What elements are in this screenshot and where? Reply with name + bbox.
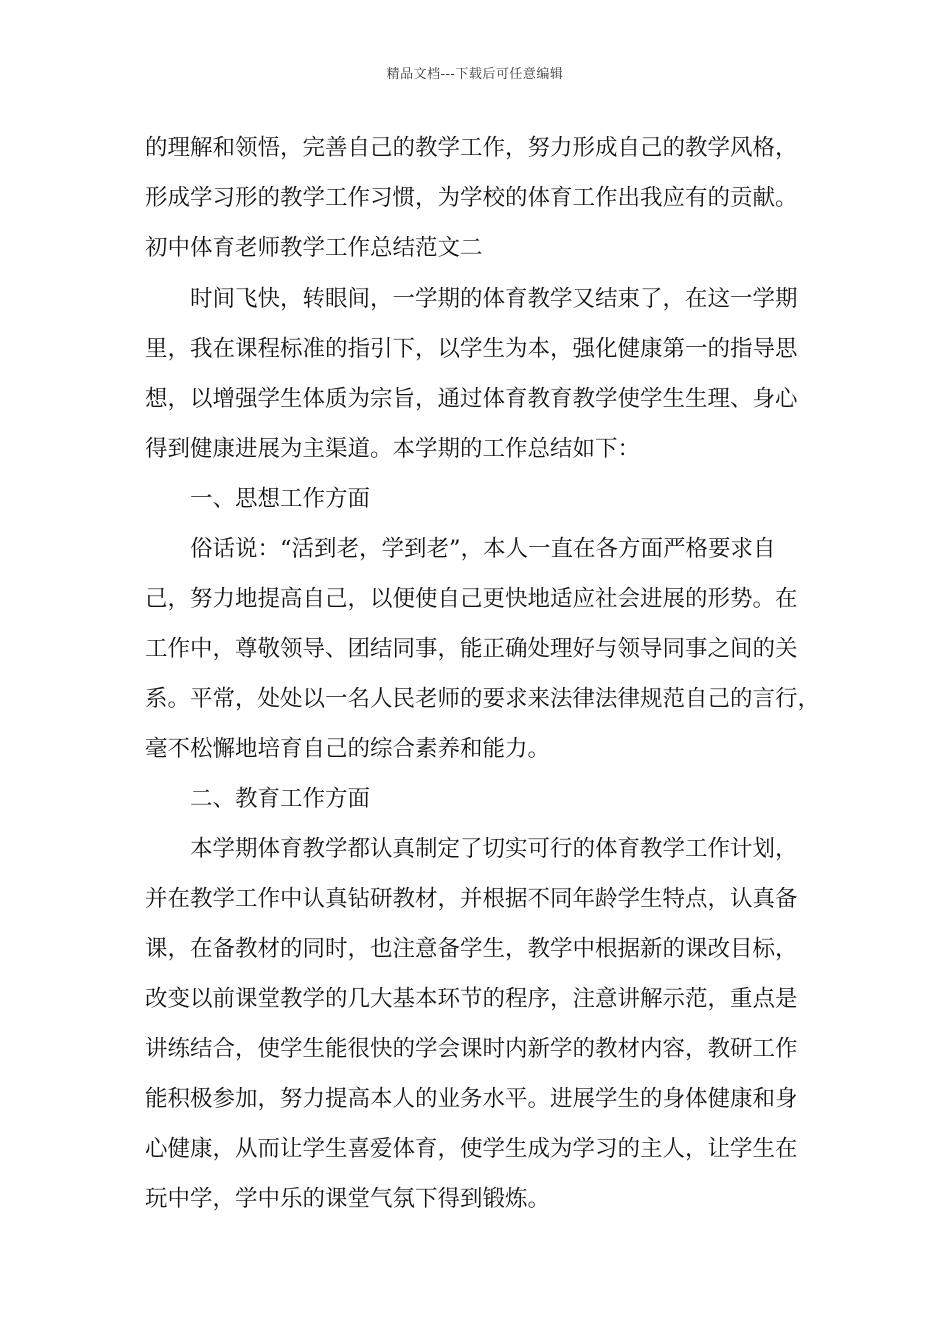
- text-line: 能积极参加，努力提高本人的业务水平。进展学生的身体健康和身: [145, 1086, 798, 1112]
- text-line: 得到健康进展为主渠道。本学期的工作总结如下：: [145, 436, 641, 462]
- text-line: 讲练结合，使学生能很快的学会课时内新学的教材内容，教研工作: [145, 1036, 798, 1062]
- text-line: 毫不松懈地培育自己的综合素养和能力。: [145, 736, 551, 762]
- page-header: 精品文档---下载后可任意编辑: [386, 67, 564, 82]
- text-line: 玩中学，学中乐的课堂气氛下得到锻炼。: [145, 1186, 551, 1212]
- text-line: 形成学习形的教学工作习惯，为学校的体育工作出我应有的贡献。: [145, 185, 798, 211]
- text-line: 时间飞快，转眼间，一学期的体育教学又结束了，在这一学期: [190, 286, 798, 312]
- subsection-heading: 二、教育工作方面: [190, 786, 371, 812]
- text-line: 想，以增强学生体质为宗旨，通过体育教育教学使学生生理、身心: [145, 386, 798, 412]
- text-line: 里，我在课程标准的指引下，以学生为本，强化健康第一的指导思: [145, 336, 798, 362]
- text-line: 课，在备教材的同时，也注意备学生，教学中根据新的课改目标，: [145, 936, 798, 962]
- subsection-heading: 一、思想工作方面: [190, 486, 371, 512]
- text-line: 心健康，从而让学生喜爱体育，使学生成为学习的主人，让学生在: [145, 1136, 798, 1162]
- text-line: 俗话说：“活到老，学到老”，本人一直在各方面严格要求自: [190, 536, 776, 562]
- text-line: 己，努力地提高自己，以便使自己更快地适应社会进展的形势。在: [145, 586, 798, 612]
- text-line: 改变以前课堂教学的几大基本环节的程序，注意讲解示范，重点是: [145, 986, 798, 1012]
- text-line: 的理解和领悟，完善自己的教学工作，努力形成自己的教学风格，: [145, 135, 798, 161]
- text-line: 本学期体育教学都认真制定了切实可行的体育教学工作计划，: [190, 836, 798, 862]
- text-line: 系。平常，处处以一名人民老师的要求来法律法律规范自己的言行，: [145, 686, 821, 712]
- text-line: 工作中，尊敬领导、团结同事，能正确处理好与领导同事之间的关: [145, 636, 798, 662]
- section-title: 初中体育老师教学工作总结范文二: [145, 235, 483, 261]
- text-line: 并在教学工作中认真钻研教材，并根据不同年龄学生特点，认真备: [145, 886, 798, 912]
